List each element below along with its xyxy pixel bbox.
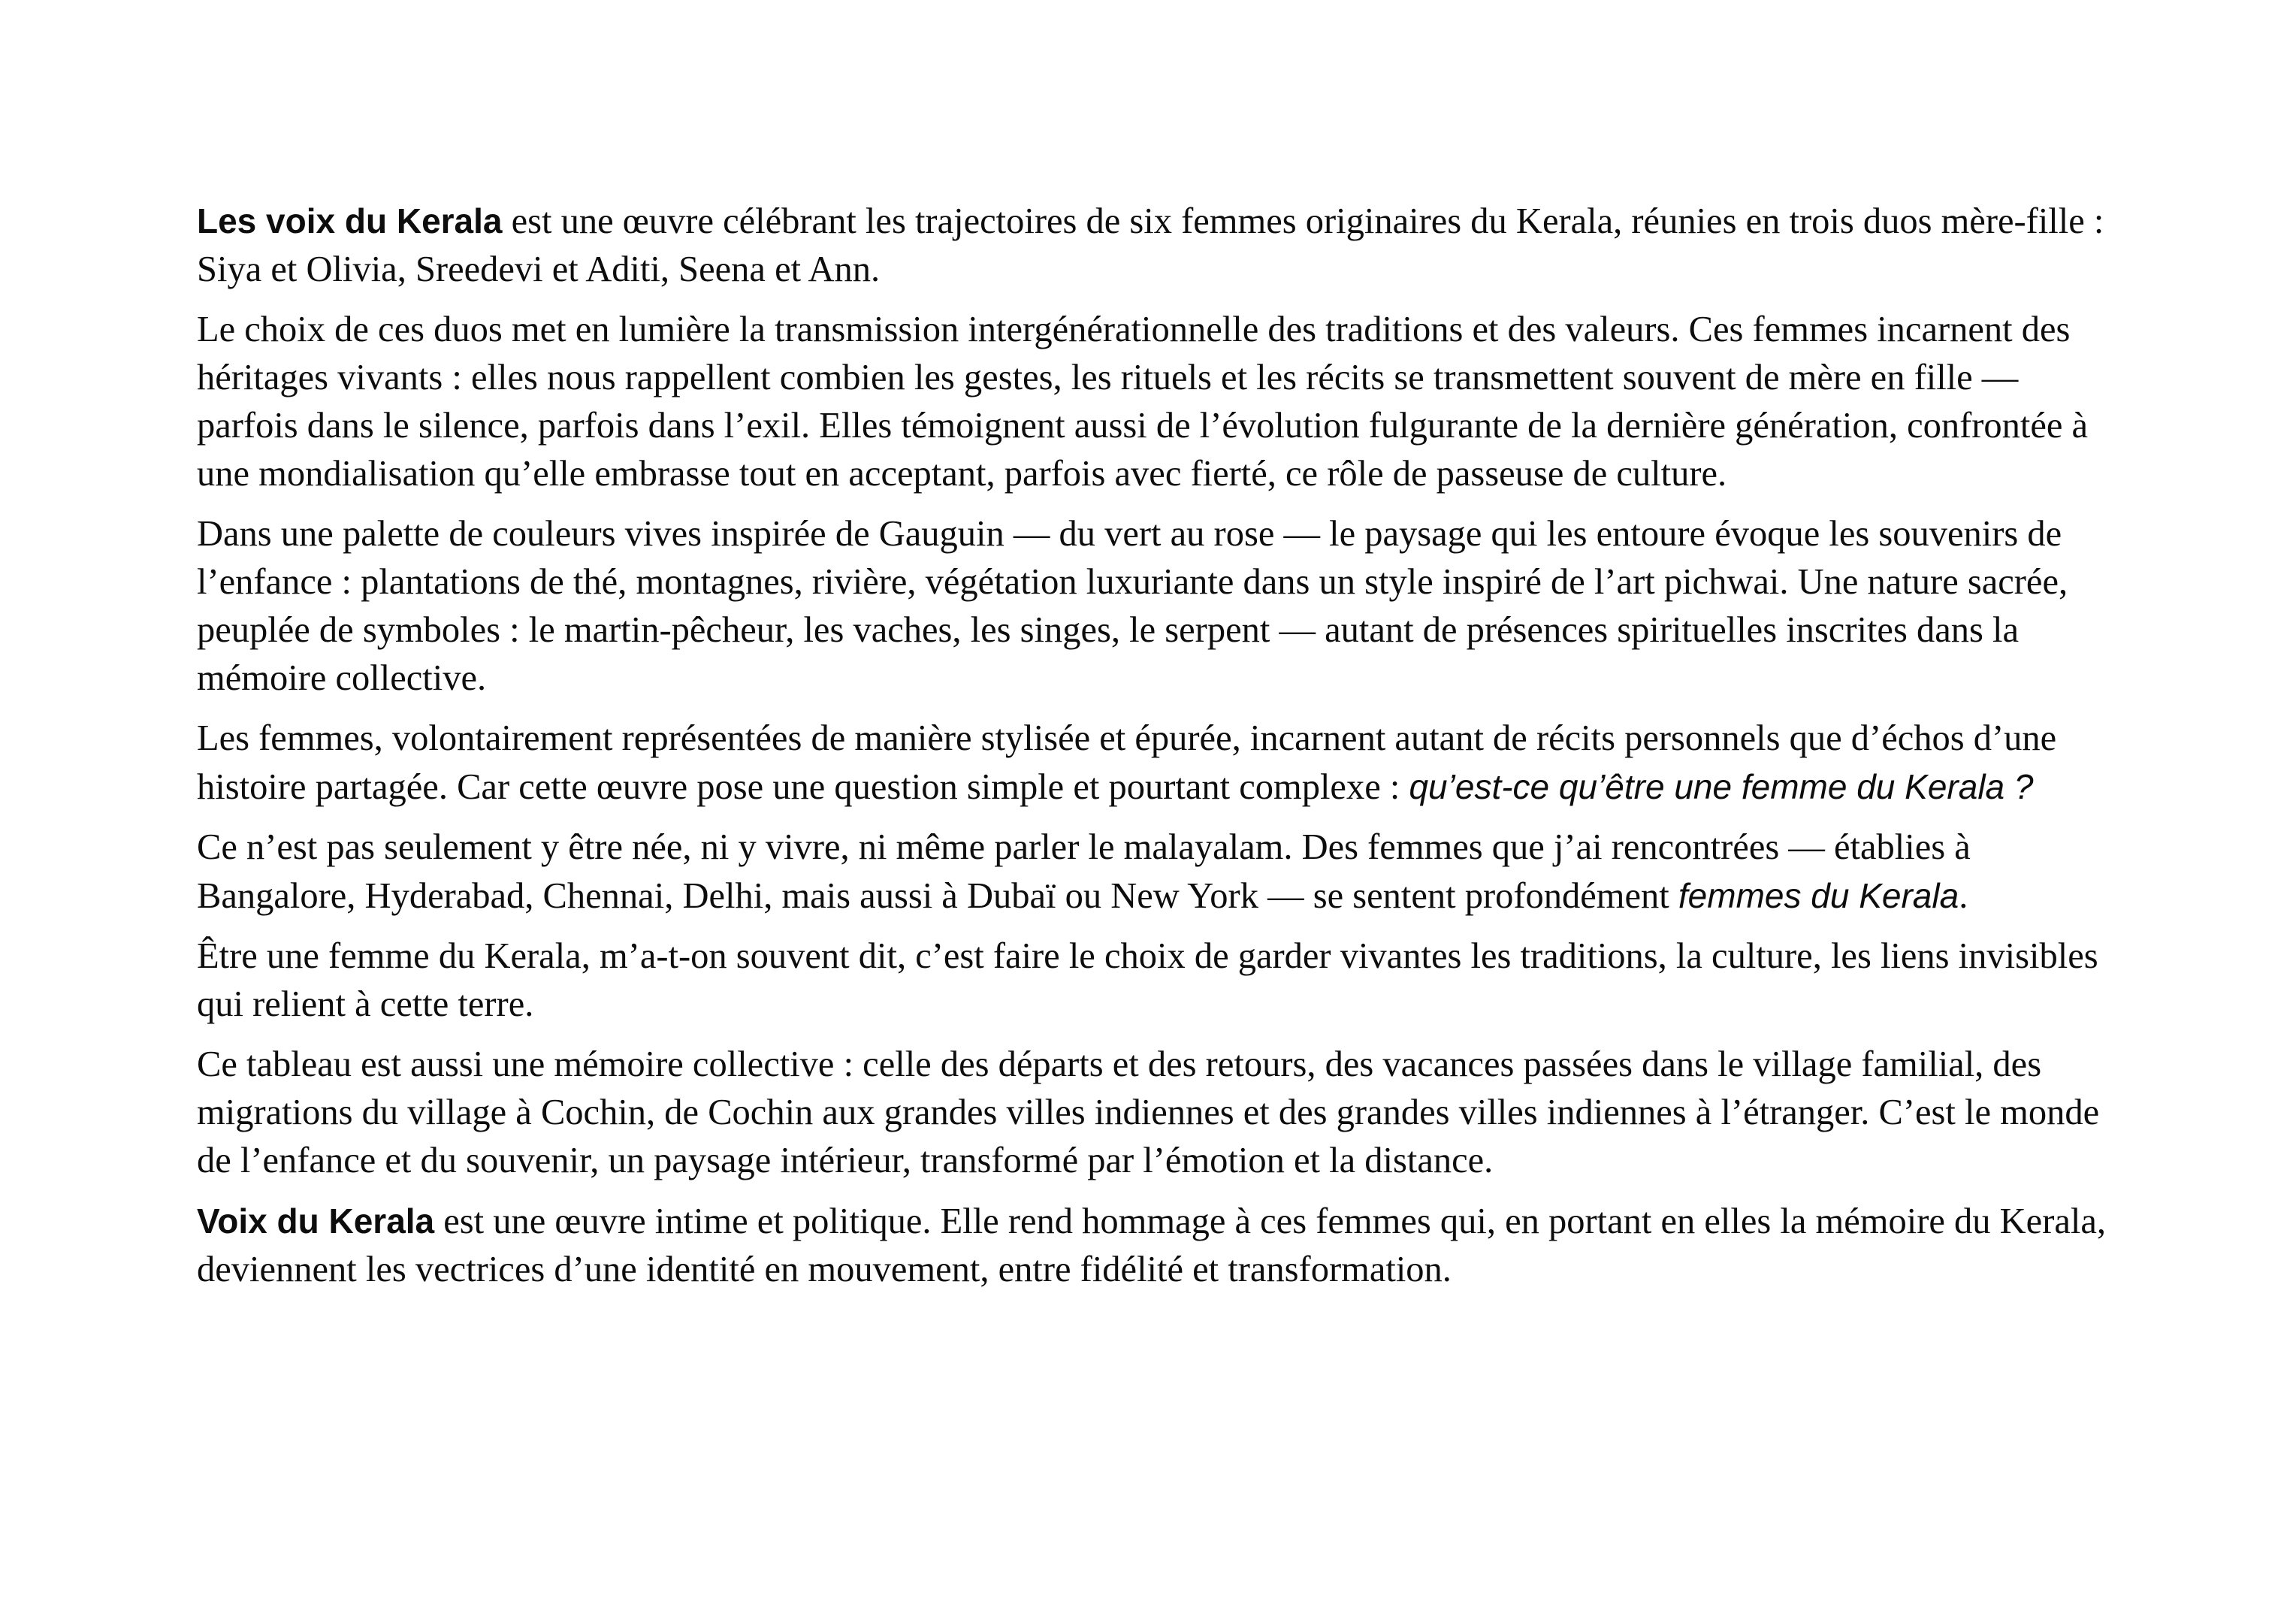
traditions-text: Être une femme du Kerala, m’a-t-on souvent dit, c’est faire le choix de garder vivantes les traditions, la culture, les liens invisibles qui relient à cette terre. bbox=[197, 936, 2098, 1024]
conclusion-text: est une œuvre intime et politique. Elle rend hommage à ces femmes qui, en portant en elles la mémoire du Kerala, deviennent les vectrices d’une identité en mouvement, entre fidélité et transformation. bbox=[197, 1201, 2107, 1289]
work-title-short: Voix du Kerala bbox=[197, 1201, 435, 1241]
paragraph-question bbox=[197, 715, 2128, 812]
work-title: Les voix du Kerala bbox=[197, 201, 503, 240]
paragraph-memory bbox=[197, 1041, 2128, 1185]
palette-text: Dans une palette de couleurs vives inspirée de Gauguin — du vert au rose — le paysage qui les entoure évoque les souvenirs de l’enfance : plantations de thé, montagnes, rivière, végétation luxuriante dans un style inspiré de l’art pichwai. Une nature sacrée, peuplée de symboles : le martin-pêcheur, les vaches, les singes, le serpent — autant de présences spirituelles inscrites dans la mémoire collective. bbox=[197, 514, 2068, 698]
question-italic: qu’est-ce qu’être une femme du Kerala ? bbox=[1409, 767, 2034, 806]
paragraph-transmission bbox=[197, 306, 2128, 498]
identity-end: . bbox=[1959, 876, 1968, 916]
paragraph-traditions bbox=[197, 932, 2128, 1029]
identity-text: Ce n’est pas seulement y être née, ni y vivre, ni même parler le malayalam. Des femmes que j’ai rencontrées — établies à Bangalore, Hyderabad, Chennai, Delhi, mais aussi à Dubaï ou New York — se sentent profondément bbox=[197, 827, 1971, 916]
memory-text: Ce tableau est aussi une mémoire collective : celle des départs et des retours, des vacances passées dans le village familial, des migrations du village à Cochin, de Cochin aux grandes villes indiennes et des grandes villes indiennes à l’étranger. C’est le monde de l’enfance et du souvenir, un paysage intérieur, transformé par l’émotion et la distance. bbox=[197, 1044, 2100, 1180]
paragraph-intro bbox=[197, 197, 2128, 294]
identity-italic: femmes du Kerala bbox=[1678, 876, 1959, 915]
document-body bbox=[197, 197, 2128, 1306]
paragraph-palette bbox=[197, 510, 2128, 703]
intro-text: est une œuvre célébrant les trajectoires de six femmes originaires du Kerala, réunies en trois duos mère-fille : Siya et Olivia, Sreedevi et Aditi, Seena et Ann. bbox=[197, 201, 2104, 289]
question-text: Les femmes, volontairement représentées de manière stylisée et épurée, incarnent autant de récits personnels que d’échos d’une histoire partagée. Car cette œuvre pose une question simple et pourtant complexe : bbox=[197, 718, 2057, 807]
paragraph-identity bbox=[197, 824, 2128, 920]
paragraph-conclusion bbox=[197, 1197, 2128, 1294]
transmission-text: Le choix de ces duos met en lumière la transmission intergénérationnelle des traditions et des valeurs. Ces femmes incarnent des héritages vivants : elles nous rappellent combien les gestes, les rituels et les récits se transmettent souvent de mère en fille — parfois dans le silence, parfois dans l’exil. Elles témoignent aussi de l’évolution fulgurante de la dernière génération, confrontée à une mondialisation qu’elle embrasse tout en acceptant, parfois avec fierté, ce rôle de passeuse de culture. bbox=[197, 310, 2089, 494]
